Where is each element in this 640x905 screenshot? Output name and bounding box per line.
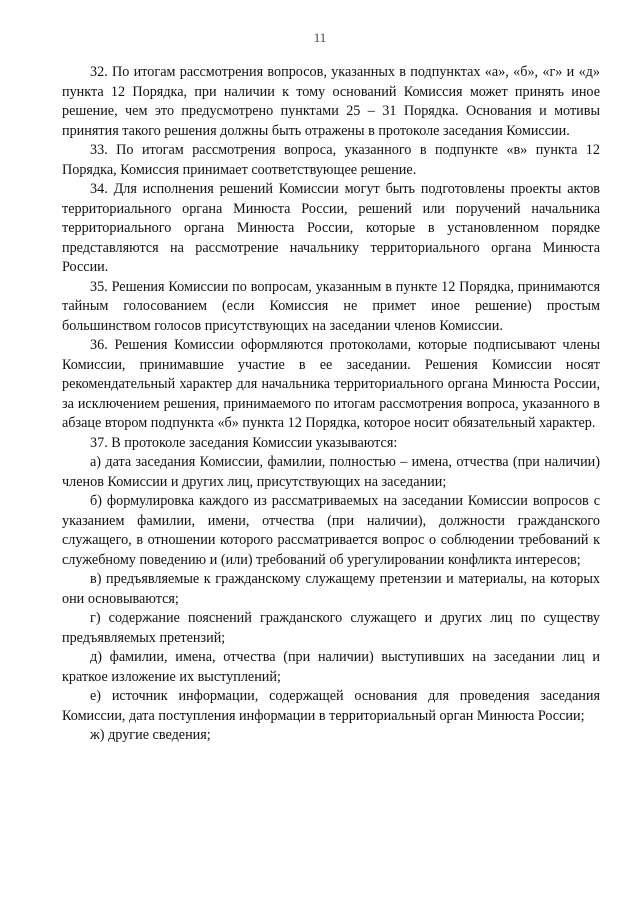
subitem-d: д) фамилии, имена, отчества (при наличии) выступивших на заседании лиц и краткое изложение их выступлений; [62, 649, 600, 685]
paragraph-32: 32. По итогам рассмотрения вопросов, указанных в подпунктах «а», «б», «г» и «д» пункта 12 Порядка, при наличии к тому оснований Комиссия может принять иное решение, чем это предусмотрено пунктами 25 – 31 Порядка. Основания и мотивы принятия такого решения должны быть отражены в протоколе заседания Комиссии. [62, 64, 600, 139]
subitem-b: б) формулировка каждого из рассматриваемых на заседании Комиссии вопросов с указанием фамилии, имени, отчества (при наличии), должности гражданского служащего, в отношении которого рассматривается вопрос о соблюдении требований к служебному поведению и (или) требований об урегулировании конфликта интересов; [62, 493, 600, 568]
subitem-e: е) источник информации, содержащей основания для проведения заседания Комиссии, дата поступления информации в территориальный орган Минюста России; [62, 688, 600, 724]
paragraph-33: 33. По итогам рассмотрения вопроса, указанного в подпункте «в» пункта 12 Порядка, Комиссия принимает соответствующее решение. [62, 142, 600, 178]
document-body [62, 63, 600, 746]
paragraph-36: 36. Решения Комиссии оформляются протоколами, которые подписывают члены Комиссии, принимавшие участие в ее заседании. Решения Комиссии носят рекомендательный характер для начальника территориального органа Минюста России, за исключением решения, принимаемого по итогам рассмотрения вопроса, указанного в абзаце втором подпункта «б» пункта 12 Порядка, которое носит обязательный характер. [62, 337, 600, 431]
paragraph-34: 34. Для исполнения решений Комиссии могут быть подготовлены проекты актов территориального органа Минюста России, решений или поручений начальника территориального органа Минюста России, которые в установленном порядке представляются на рассмотрение начальнику территориального органа Минюста России. [62, 181, 600, 275]
page-number: 11 [313, 30, 327, 45]
subitem-g: г) содержание пояснений гражданского служащего и других лиц по существу предъявляемых претензий; [62, 610, 600, 646]
paragraph-35: 35. Решения Комиссии по вопросам, указанным в пункте 12 Порядка, принимаются тайным голосованием (если Комиссия не примет иное решение) простым большинством голосов присутствующих на заседании членов Комиссии. [62, 278, 600, 334]
subitem-a: а) дата заседания Комиссии, фамилии, полностью – имена, отчества (при наличии) членов Комиссии и других лиц, присутствующих на заседании; [62, 454, 600, 490]
subitem-zh: ж) другие сведения; [90, 727, 211, 743]
subitem-v: в) предъявляемые к гражданскому служащему претензии и материалы, на которых они основываются; [62, 571, 600, 607]
paragraph-37: 37. В протоколе заседания Комиссии указываются: [90, 434, 398, 451]
